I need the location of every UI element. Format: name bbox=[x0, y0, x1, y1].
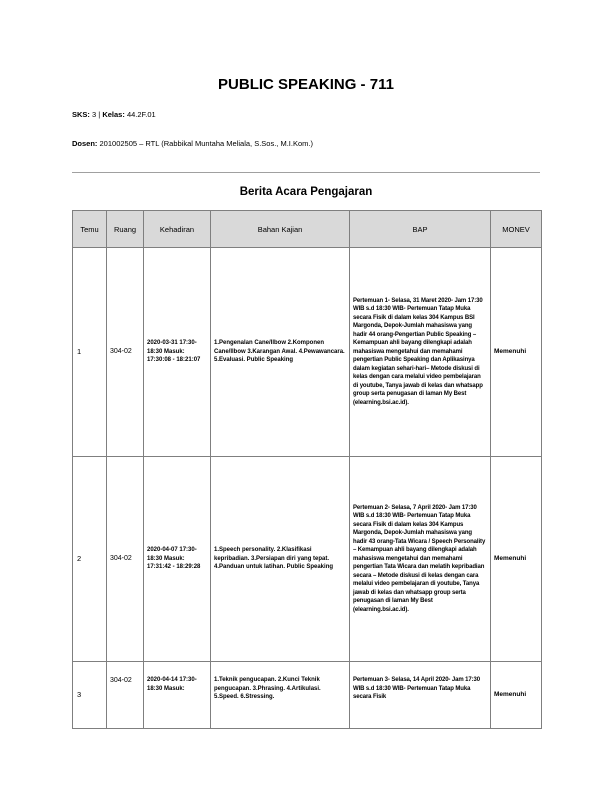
bahan-kajian-cell: 1.Teknik pengucapan. 2.Kunci Teknik pengucapan. 3.Phrasing. 4.Artikulasi. 5.Speed. 6.Stressing. bbox=[211, 662, 350, 729]
bap-table bbox=[72, 210, 542, 729]
column-header-bap: BAP bbox=[350, 211, 491, 248]
divider bbox=[72, 172, 540, 173]
meta-separator: | bbox=[98, 110, 101, 119]
table-row bbox=[73, 248, 542, 457]
bahan-kajian-cell: 1.Speech personality. 2.Klasifikasi kepribadian. 3.Persiapan diri yang tepat. 4.Panduan untuk latihan. Public Speaking bbox=[211, 457, 350, 662]
temu-cell: 1 bbox=[73, 248, 107, 457]
course-meta bbox=[72, 110, 156, 119]
monev-cell: Memenuhi bbox=[491, 248, 542, 457]
ruang-cell: 304-02 bbox=[107, 248, 144, 457]
column-header-monev: MONEV bbox=[491, 211, 542, 248]
bahan-kajian-cell: 1.Pengenalan Cane/Ilbow 2.Komponen Cane/Ilbow 3.Karangan Awal. 4.Pewawancara. 5.Evaluasi. Public Speaking bbox=[211, 248, 350, 457]
bap-cell: Pertemuan 3- Selasa, 14 April 2020- Jam 17:30 WIB s.d 18:30 WIB- Pertemuan Tatap Muka secara Fisik bbox=[350, 662, 491, 729]
monev-cell: Memenuhi bbox=[491, 457, 542, 662]
kehadiran-cell: 2020-04-07 17:30-18:30 Masuk: 17:31:42 - 18:29:28 bbox=[144, 457, 211, 662]
lecturer-meta bbox=[72, 139, 313, 148]
dosen-value: 201002505 – RTL (Rabbikal Muntaha Meliala, S.Sos., M.I.Kom.) bbox=[99, 139, 313, 148]
sks-label: SKS: bbox=[72, 110, 90, 119]
column-header-kehadiran: Kehadiran bbox=[144, 211, 211, 248]
dosen-label: Dosen: bbox=[72, 139, 98, 148]
kehadiran-cell: 2020-03-31 17:30-18:30 Masuk: 17:30:08 - 18:21:07 bbox=[144, 248, 211, 457]
section-title: Berita Acara Pengajaran bbox=[239, 186, 373, 198]
table-header-row bbox=[73, 211, 542, 248]
monev-cell: Memenuhi bbox=[491, 662, 542, 729]
column-header-ruang: Ruang bbox=[107, 211, 144, 248]
column-header-bahan-kajian: Bahan Kajian bbox=[211, 211, 350, 248]
column-header-temu: Temu bbox=[73, 211, 107, 248]
bap-cell: Pertemuan 1- Selasa, 31 Maret 2020- Jam 17:30 WIB s.d 18:30 WIB- Pertemuan Tatap Muka secara Fisik di dalam kelas 304 Kampus BSI Margonda, Depok-Jumlah mahasiswa yang hadir 44 orang-Pengertian Public Speaking – Kemampuan ahli bayang dilengkapi adalah mahasiswa mengetahui dan memahami pengertian Public Speaking dan Aplikasinya dalam kegiatan sehari-hari– Metode diskusi di kelas dengan cara melalui video pembelajaran di youtube, Tanya jawab di kelas dan whatsapp group serta penugasan di laman My Best (elearning.bsi.ac.id). bbox=[350, 248, 491, 457]
table-row bbox=[73, 662, 542, 729]
kelas-label: Kelas: bbox=[102, 110, 125, 119]
temu-cell: 2 bbox=[73, 457, 107, 662]
ruang-cell: 304-02 bbox=[107, 457, 144, 662]
kehadiran-cell: 2020-04-14 17:30-18:30 Masuk: bbox=[144, 662, 211, 729]
page-title: PUBLIC SPEAKING - 711 bbox=[218, 76, 394, 93]
ruang-cell: 304-02 bbox=[107, 662, 144, 729]
sks-value: 3 bbox=[92, 110, 97, 119]
temu-cell: 3 bbox=[73, 662, 107, 729]
bap-cell: Pertemuan 2- Selasa, 7 April 2020- Jam 17:30 WIB s.d 18:30 WIB- Pertemuan Tatap Muka secara Fisik di dalam kelas 304 Kampus Margonda, Depok-Jumlah mahasiswa yang hadir 43 orang-Tata Wicara / Speech Personality – Kemampuan ahli bayang dilengkapi adalah mahasiswa mengetahui dan memahami pengertian Tata Wicara dan melatih kepribadian secara – Metode diskusi di kelas dengan cara melalui video pembelajaran di youtube, Tanya jawab di kelas dan whatsapp group serta penugasan di laman My Best (elearning.bsi.ac.id). bbox=[350, 457, 491, 662]
kelas-value: 44.2F.01 bbox=[126, 110, 156, 119]
table-row bbox=[73, 457, 542, 662]
